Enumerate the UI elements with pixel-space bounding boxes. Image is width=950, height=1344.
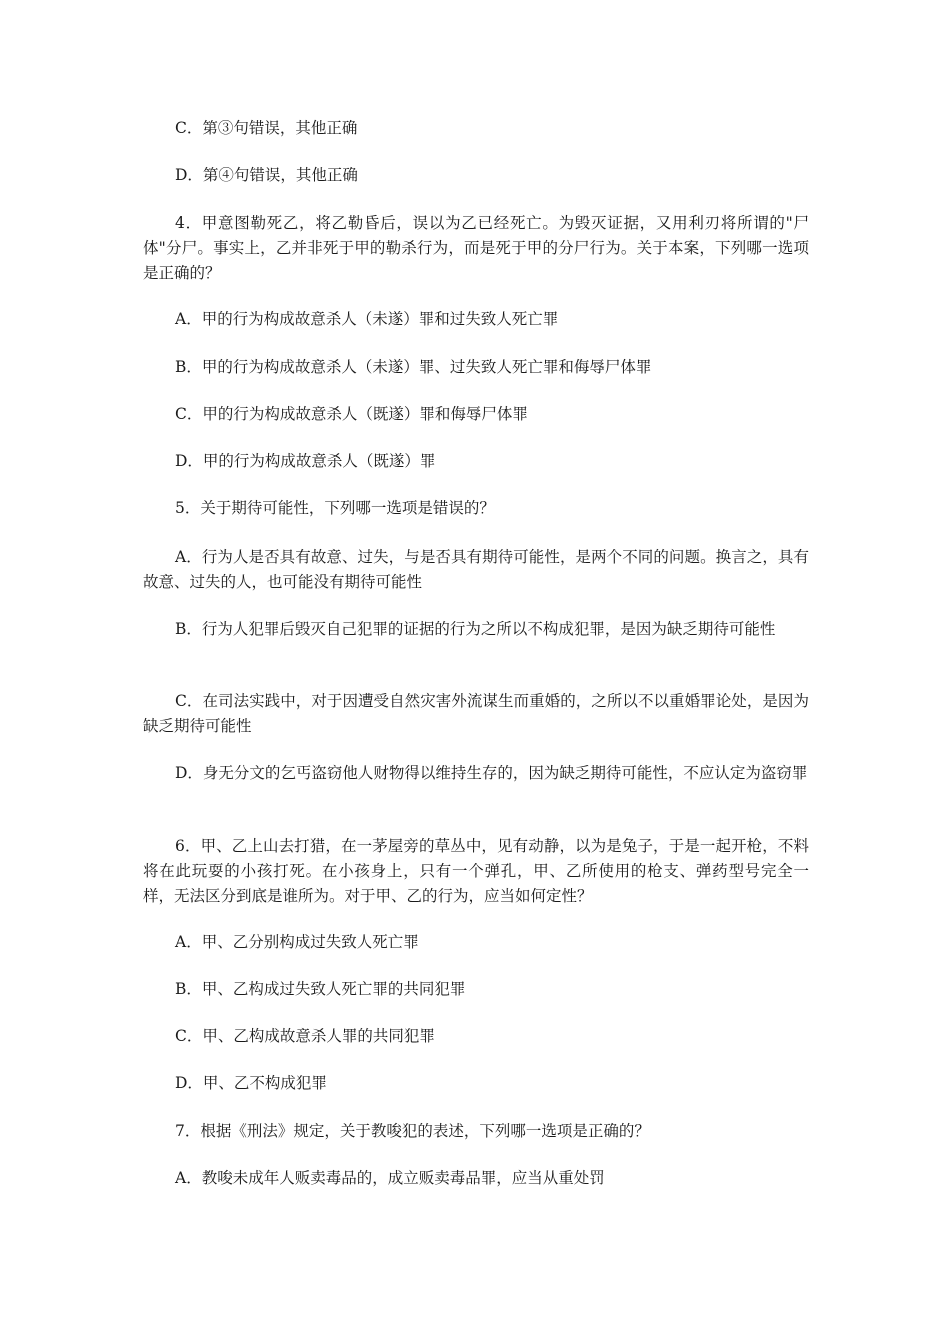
question-4: 4．甲意图勒死乙，将乙勒昏后，误以为乙已经死亡。为毁灭证据，又用利刃将所谓的"尸体"分尸。事实上，乙并非死于甲的勒杀行为，而是死于甲的分尸行为。关于本案，下列哪一选项是正确的？ [143,214,809,282]
option-b-q5: B．行为人犯罪后毁灭自己犯罪的证据的行为之所以不构成犯罪，是因为缺乏期待可能性 [175,620,776,638]
option-b-q6: B．甲、乙构成过失致人死亡罪的共同犯罪 [175,980,466,998]
option-a-q7: A．教唆未成年人贩卖毒品的，成立贩卖毒品罪，应当从重处罚 [175,1169,605,1187]
option-d-q6: D．甲、乙不构成犯罪 [175,1074,327,1092]
option-d-q5: D．身无分文的乞丐盗窃他人财物得以维持生存的，因为缺乏期待可能性，不应认定为盗窃罪 [175,764,808,782]
option-d-q4: D．甲的行为构成故意杀人（既遂）罪 [175,452,436,470]
option-c-q6: C．甲、乙构成故意杀人罪的共同犯罪 [175,1027,435,1045]
option-c-q3: C．第③句错误，其他正确 [175,119,358,137]
option-b-q4: B．甲的行为构成故意杀人（未遂）罪、过失致人死亡罪和侮辱尸体罪 [175,358,652,376]
question-5: 5．关于期待可能性，下列哪一选项是错误的？ [175,499,495,517]
option-a-q5: A．行为人是否具有故意、过失，与是否具有期待可能性，是两个不同的问题。换言之，具有故意、过失的人，也可能没有期待可能性 [143,548,809,591]
question-6: 6．甲、乙上山去打猎，在一茅屋旁的草丛中，见有动静，以为是兔子，于是一起开枪，不料将在此玩耍的小孩打死。在小孩身上，只有一个弹孔，甲、乙所使用的枪支、弹药型号完全一样，无法区分到底是谁所为。对于甲、乙的行为，应当如何定性？ [143,837,809,905]
option-c-q5: C．在司法实践中，对于因遭受自然灾害外流谋生而重婚的，之所以不以重婚罪论处，是因为缺乏期待可能性 [143,692,809,735]
option-c-q4: C．甲的行为构成故意杀人（既遂）罪和侮辱尸体罪 [175,405,528,423]
option-a-q4: A．甲的行为构成故意杀人（未遂）罪和过失致人死亡罪 [175,310,559,328]
question-7: 7．根据《刑法》规定，关于教唆犯的表述，下列哪一选项是正确的？ [175,1122,650,1140]
option-a-q6: A．甲、乙分别构成过失致人死亡罪 [175,933,419,951]
option-d-q3: D．第④句错误，其他正确 [175,166,358,184]
